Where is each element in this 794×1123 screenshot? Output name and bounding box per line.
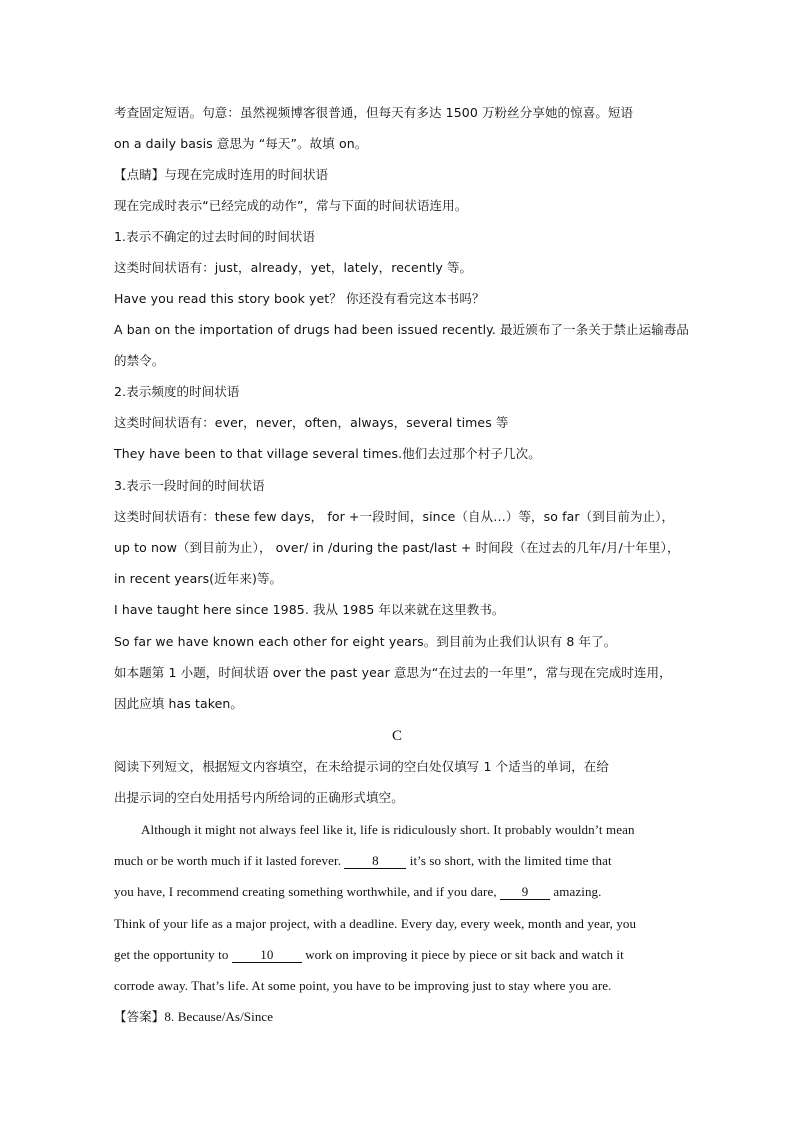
answer-text: 8. Because/As/Since — [164, 1009, 274, 1024]
instruction-line-2: 出提示词的空白处用括号内所给词的正确形式填空。 — [114, 790, 404, 805]
blank-8: 8 — [344, 854, 406, 869]
example-line-4: I have taught here since 1985. 我从 1985 年以来就在这里教书。 — [114, 602, 505, 617]
passage-line-4: Think of your life as a major project, with a deadline. Every day, every week, month and year, you — [114, 916, 637, 931]
passage-line-5 — [114, 947, 624, 963]
passage-text: work on improving it piece by piece or sit back and watch it — [301, 947, 624, 962]
passage-line-6: corrode away. That’s life. At some point, you have to be improving just to stay where you are. — [114, 978, 612, 993]
instruction-line-1: 阅读下列短文，根据短文内容填空，在未给提示词的空白处仅填写 1 个适当的单词，在给 — [114, 759, 610, 774]
example-line-5: So far we have known each other for eight years。到目前为止我们认识有 8 年了。 — [114, 634, 617, 649]
passage-text: you have, I recommend creating something worthwhile, and if you dare, — [114, 884, 501, 899]
rule-line-3-cont: up to now（到目前为止）， over/ in /during the past/last + 时间段（在过去的几年/月/十年里）， — [114, 540, 680, 555]
rule-line-1: 这类时间状语有：just，already，yet，lately，recently 等。 — [114, 260, 473, 275]
subheading-1: 1.表示不确定的过去时间的时间状语 — [114, 229, 316, 244]
rule-line-2: 这类时间状语有：ever，never，often，always，several times 等 — [114, 415, 509, 430]
dianjing-heading: 【点睛】与现在完成时连用的时间状语 — [114, 167, 329, 182]
passage-text: amazing. — [550, 884, 602, 899]
passage-line-3 — [114, 884, 602, 900]
passage-text: it’s so short, with the limited time that — [406, 853, 612, 868]
passage-line-1: Although it might not always feel like it, life is ridiculously short. It probably wouldn’t mean — [141, 822, 635, 837]
rule-line-3-end: in recent years(近年来)等。 — [114, 571, 283, 586]
passage-line-2 — [114, 853, 612, 869]
example-line-3: They have been to that village several times.他们去过那个村子几次。 — [114, 446, 541, 461]
blank-9: 9 — [500, 885, 550, 900]
example-line-1: Have you read this story book yet？ 你还没有看完这本书吗？ — [114, 291, 485, 306]
summary-line-1: 如本题第 1 小题，时间状语 over the past year 意思为“在过去的一年里”，常与现在完成时连用， — [114, 665, 672, 680]
summary-line-2: 因此应填 has taken。 — [114, 696, 244, 711]
rule-line-3: 这类时间状语有：these few days， for +一段时间，since（自从…）等，so far（到目前为止）， — [114, 509, 675, 524]
example-line-2: A ban on the importation of drugs had been issued recently. 最近颁布了一条关于禁止运输毒品 — [114, 322, 690, 337]
intro-line: 现在完成时表示“已经完成的动作”，常与下面的时间状语连用。 — [114, 198, 468, 213]
answer-label: 【答案】 — [114, 1009, 165, 1024]
example-line-2-cont: 的禁令。 — [114, 353, 165, 368]
explanation-line-1: 考查固定短语。句意：虽然视频博客很普通，但每天有多达 1500 万粉丝分享她的惊喜。短语 — [114, 105, 634, 120]
answer-line — [114, 1009, 273, 1025]
section-letter: C — [391, 728, 403, 744]
passage-text: much or be worth much if it lasted forever. — [114, 853, 345, 868]
blank-10: 10 — [232, 948, 302, 963]
subheading-3: 3.表示一段时间的时间状语 — [114, 478, 265, 493]
subheading-2: 2.表示频度的时间状语 — [114, 384, 240, 399]
passage-text: get the opportunity to — [114, 947, 232, 962]
explanation-line-2: on a daily basis 意思为 “每天”。故填 on。 — [114, 136, 368, 151]
